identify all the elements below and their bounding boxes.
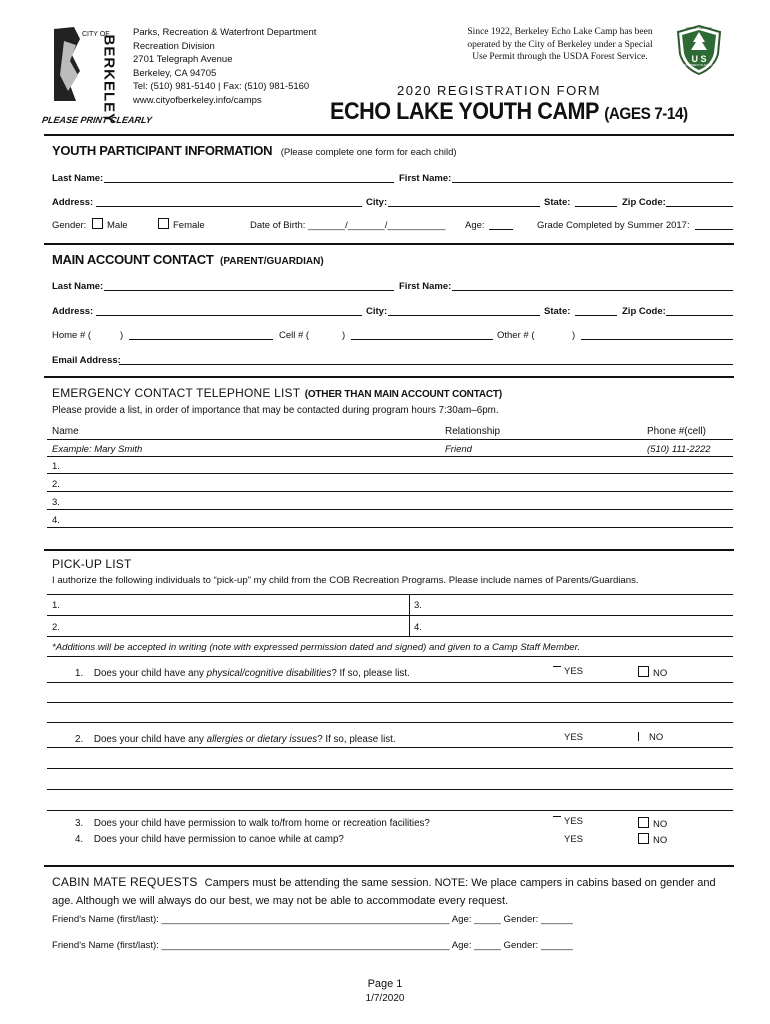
question-2 — [75, 734, 396, 745]
section-divider — [44, 134, 734, 136]
paren-close: ) — [342, 330, 346, 341]
no-label: NO — [653, 668, 668, 679]
logo-berkeley: BERKELEY — [100, 34, 118, 125]
q2-no-option[interactable] — [638, 732, 663, 743]
q1-suffix: ? If so, please list. — [331, 668, 410, 679]
cabin-section — [52, 873, 732, 910]
cell-phone-label: Cell # ( — [279, 330, 310, 341]
paren-close: ) — [572, 330, 576, 341]
q3-number: 3. — [75, 818, 84, 829]
dept-line: Parks, Recreation & Waterfront Department — [133, 27, 317, 38]
gender-female-option[interactable] — [158, 218, 205, 231]
dept-line: Recreation Division — [133, 40, 215, 52]
permit-line: Use Permit through the USDA Forest Service. — [472, 52, 648, 62]
contact-heading: MAIN ACCOUNT CONTACT — [52, 252, 214, 267]
emergency-heading-note: (OTHER THAN MAIN ACCOUNT CONTACT) — [304, 389, 502, 400]
emergency-row-input[interactable] — [47, 491, 733, 492]
section-divider — [44, 549, 734, 551]
questions-top-rule — [47, 656, 733, 657]
q3-yes-checkbox[interactable] — [553, 816, 561, 817]
contact-section-heading — [52, 251, 324, 269]
q2-suffix: ? If so, please list. — [317, 734, 396, 745]
q1-no-option[interactable] — [638, 666, 667, 679]
q1-number: 1. — [75, 668, 84, 679]
paren-close: ) — [120, 330, 124, 341]
table-header-rule — [47, 439, 733, 440]
pickup-slot-number: 3. — [414, 600, 422, 611]
contact-city-input[interactable] — [388, 315, 540, 316]
yes-label: YES — [564, 816, 584, 827]
q4-number: 4. — [75, 834, 84, 845]
example-relationship: Friend — [445, 444, 472, 455]
dob-field[interactable] — [250, 220, 445, 231]
female-checkbox[interactable] — [158, 218, 169, 229]
contact-last-name-input[interactable] — [104, 290, 394, 291]
dept-line: Berkeley, CA 94705 — [133, 67, 217, 79]
table-row-rule — [47, 456, 733, 457]
title-main: ECHO LAKE YOUTH CAMP — [330, 98, 599, 125]
q2-yes-option[interactable] — [564, 732, 583, 743]
yes-label: YES — [564, 834, 584, 845]
q1-yes-checkbox[interactable] — [553, 666, 561, 667]
youth-first-name-label: First Name: — [399, 173, 452, 184]
page-number: Page 1 — [367, 978, 403, 990]
youth-city-input[interactable] — [388, 206, 540, 207]
answer-line[interactable] — [47, 810, 733, 811]
dob-label: Date of Birth: — [250, 220, 306, 231]
section-divider — [44, 243, 734, 245]
dept-line: Tel: (510) 981-5140 | Fax: (510) 981-5160 — [133, 81, 310, 92]
other-phone-label: Other # ( — [497, 330, 535, 341]
q4-no-option[interactable] — [638, 833, 667, 846]
q3-yes-option[interactable] — [553, 816, 583, 827]
youth-last-name-label: Last Name: — [52, 173, 104, 184]
emergency-row-input[interactable] — [47, 473, 733, 474]
document-date: 1/7/2020 — [365, 993, 405, 1004]
q1-text: Does your child have any — [93, 668, 207, 679]
other-phone-input[interactable] — [581, 339, 733, 340]
no-label: NO — [653, 835, 668, 846]
col-phone-header: Phone #(cell) — [647, 426, 706, 437]
cabin-text: Campers must be attending the same session. NOTE: We place campers in cabins based on gender and age. Although we will always do our best, we may not be able to accommodate every request. — [52, 877, 716, 907]
emergency-row-number: 4. — [52, 515, 60, 526]
emergency-heading: EMERGENCY CONTACT TELEPHONE LIST — [52, 386, 301, 400]
answer-line[interactable] — [47, 747, 733, 748]
q2-no-checkbox[interactable] — [638, 732, 639, 741]
pickup-top-rule — [47, 594, 733, 595]
dob-blanks: _______/_______/___________ — [308, 220, 446, 231]
contact-zip-label: Zip Code: — [622, 306, 666, 317]
male-label: Male — [107, 220, 128, 231]
emergency-row-number: 3. — [52, 497, 60, 508]
youth-zip-input[interactable] — [666, 206, 733, 207]
email-input[interactable] — [119, 364, 733, 365]
no-label: NO — [649, 732, 664, 743]
q1-no-checkbox[interactable] — [638, 666, 649, 677]
contact-state-input[interactable] — [575, 315, 617, 316]
youth-state-input[interactable] — [575, 206, 617, 207]
usfs-bottom-text: DEPARTMENT OF AGRICULTURE — [682, 64, 722, 67]
youth-address-input[interactable] — [96, 206, 362, 207]
contact-first-name-input[interactable] — [452, 290, 733, 291]
youth-zip-label: Zip Code: — [622, 197, 666, 208]
emergency-section-heading — [52, 384, 502, 402]
contact-last-name-label: Last Name: — [52, 281, 104, 292]
section-divider — [44, 865, 734, 867]
contact-city-label: City: — [366, 306, 388, 317]
example-name: Example: Mary Smith — [52, 444, 143, 455]
q3-text: Does your child have permission to walk to/from home or recreation facilities? — [93, 818, 430, 829]
answer-line[interactable] — [47, 682, 733, 683]
usfs-top-text: FOREST SERVICE — [685, 26, 713, 30]
permit-line: operated by the City of Berkeley under a Special — [467, 39, 653, 50]
contact-first-name-label: First Name: — [399, 281, 452, 292]
question-1 — [75, 668, 410, 679]
youth-heading-note: (Please complete one form for each child) — [280, 147, 457, 158]
female-label: Female — [173, 220, 205, 231]
friend-request-1[interactable]: Friend's Name (first/last): ______________________________________________________ Age: _____ Gender: ______ — [52, 914, 573, 925]
youth-section-heading — [52, 142, 457, 160]
dept-line: 2701 Telegraph Avenue — [133, 54, 233, 65]
emergency-instructions: Please provide a list, in order of importance that may be contacted during program hours 7:30am–6pm. — [52, 405, 499, 416]
email-label: Email Address: — [52, 355, 121, 366]
youth-city-label: City: — [366, 197, 388, 208]
col-relationship-header: Relationship — [445, 426, 501, 437]
form-label: 2020 REGISTRATION FORM — [397, 83, 601, 98]
pickup-row-input[interactable] — [47, 636, 733, 637]
q3-no-option[interactable] — [638, 817, 667, 830]
section-divider — [44, 376, 734, 378]
usfs-letters: U S — [691, 54, 707, 64]
youth-last-name-input[interactable] — [104, 182, 394, 183]
pickup-slot-number: 4. — [414, 622, 422, 633]
q4-text: Does your child have permission to canoe while at camp? — [93, 834, 344, 845]
q2-number: 2. — [75, 734, 84, 745]
q2-text: Does your child have any — [93, 734, 207, 745]
contact-address-label: Address: — [52, 306, 94, 317]
gender-label: Gender: — [52, 220, 87, 231]
emergency-row-number: 1. — [52, 461, 60, 472]
emergency-row-input[interactable] — [47, 527, 733, 528]
contact-heading-note: (PARENT/GUARDIAN) — [220, 256, 324, 267]
age-label: Age: — [465, 220, 485, 231]
example-phone: (510) 111-2222 — [647, 444, 711, 455]
answer-line[interactable] — [47, 702, 733, 703]
q4-no-checkbox[interactable] — [638, 833, 649, 844]
cell-phone-input[interactable] — [351, 339, 493, 340]
pickup-slot-number: 1. — [52, 600, 60, 611]
yes-label: YES — [564, 666, 584, 677]
friend-request-2[interactable]: Friend's Name (first/last): ______________________________________________________ Age: _____ Gender: ______ — [52, 940, 573, 951]
yes-label: YES — [564, 732, 584, 743]
no-label: NO — [653, 819, 668, 830]
contact-address-input[interactable] — [96, 315, 362, 316]
question-3 — [75, 818, 430, 829]
usfs-shield-logo — [674, 24, 724, 76]
pickup-note: *Additions will be accepted in writing (note with expressed permission dated and signed) and given to a Camp Staff Member. — [52, 642, 581, 653]
youth-heading: YOUTH PARTICIPANT INFORMATION — [52, 143, 273, 158]
q2-emphasis: allergies or dietary issues — [206, 734, 318, 745]
answer-line[interactable] — [47, 722, 733, 723]
question-4 — [75, 834, 344, 845]
permit-line: Since 1922, Berkeley Echo Lake Camp has been — [467, 27, 653, 37]
pickup-slot-number: 2. — [52, 622, 60, 633]
department-address — [133, 26, 316, 107]
page-title — [330, 98, 688, 126]
answer-line[interactable] — [47, 768, 733, 769]
q1-yes-option[interactable] — [553, 666, 583, 677]
youth-state-label: State: — [544, 197, 571, 208]
gender-male-option[interactable] — [92, 218, 128, 231]
title-ages: (AGES 7-14) — [604, 104, 688, 123]
home-phone-input[interactable] — [129, 339, 273, 340]
print-clearly-note: PLEASE PRINT CLEARLY — [41, 115, 153, 125]
camps-website-link[interactable]: www.cityofberkeley.info/camps — [133, 94, 262, 106]
logo-city-of: CITY OF — [82, 31, 110, 38]
grade-input[interactable] — [695, 229, 733, 230]
q4-yes-option[interactable] — [564, 834, 583, 845]
youth-address-label: Address: — [52, 197, 94, 208]
q1-emphasis: physical/cognitive disabilities — [206, 668, 332, 679]
youth-first-name-input[interactable] — [452, 182, 733, 183]
col-name-header: Name — [52, 426, 79, 437]
emergency-row-number: 2. — [52, 479, 60, 490]
contact-zip-input[interactable] — [666, 315, 733, 316]
pickup-instructions: I authorize the following individuals to “pick-up” my child from the COB Recreation Programs. Please include names of Parents/Guardians. — [52, 575, 639, 586]
home-phone-label: Home # ( — [52, 330, 92, 341]
grade-label: Grade Completed by Summer 2017: — [537, 220, 690, 231]
contact-state-label: State: — [544, 306, 571, 317]
pickup-heading: PICK-UP LIST — [52, 557, 132, 571]
pickup-row-input[interactable] — [47, 615, 733, 616]
cabin-heading: CABIN MATE REQUESTS — [52, 875, 198, 889]
answer-line[interactable] — [47, 789, 733, 790]
age-input[interactable] — [489, 229, 513, 230]
permit-statement — [452, 26, 668, 64]
male-checkbox[interactable] — [92, 218, 103, 229]
emergency-row-input[interactable] — [47, 509, 733, 510]
q3-no-checkbox[interactable] — [638, 817, 649, 828]
